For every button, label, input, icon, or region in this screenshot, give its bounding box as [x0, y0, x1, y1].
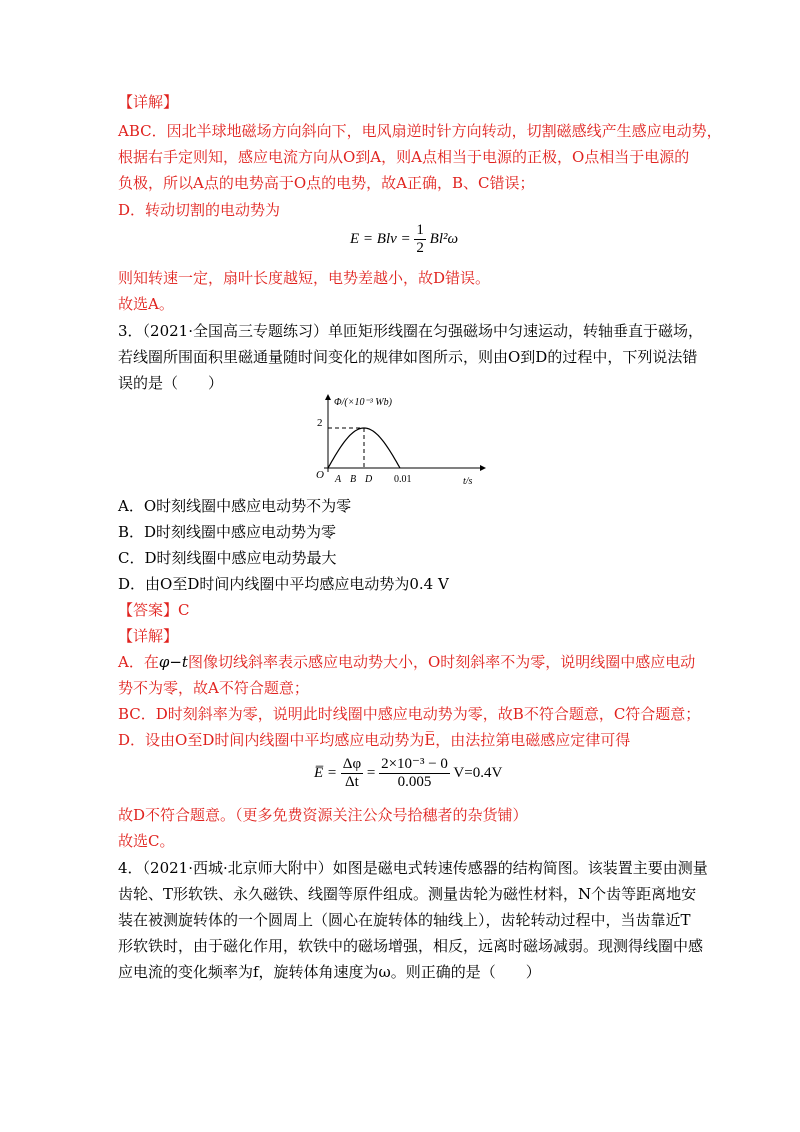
question-4-text: 形软铁时，由于磁化作用，软铁中的磁场增强，相反，远离时磁场减弱。现测得线圈中感 — [118, 937, 704, 955]
origin-label: O — [316, 469, 324, 481]
avg-num1: Δφ — [342, 756, 362, 772]
question-4-text: 装在被测旋转体的一个圆周上（圆心在旋转体的轴线上），齿轮转动过程中，当齿靠近T — [118, 911, 691, 929]
explanation-line: 则知转速一定，扇叶长度越短，电势差越小，故D错误。 — [118, 269, 491, 287]
phi-t-symbol: φ−t — [158, 653, 188, 671]
explanation-line: D．转动切割的电动势为 — [118, 201, 281, 219]
detail-a-rest: 图像切线斜率表示感应电动势大小，O时刻斜率不为零，说明线圈中感应电动 — [187, 653, 696, 671]
explanation-line: D．设由O至D时间内线圈中平均感应电动势为E̅，由法拉第电磁感应定律可得 — [118, 731, 631, 749]
avg-fraction-1 — [341, 756, 363, 791]
emf-left: E = Blv = — [350, 230, 411, 247]
explanation-line: 势不为零，故A不符合题意； — [118, 679, 309, 697]
x-tick-d: D — [365, 474, 373, 485]
x-axis-arrow — [480, 465, 486, 471]
explanation-header: 【详解】 — [118, 93, 179, 111]
option-b: B．D时刻线圈中感应电动势为零 — [118, 523, 337, 541]
avg-fraction-2 — [379, 756, 450, 791]
explanation-line: 故D不符合题意。（更多免费资源关注公众号拾穗者的杂货铺） — [118, 806, 528, 824]
x-tick-b: B — [350, 474, 357, 485]
avg-den1: Δt — [345, 774, 359, 790]
explanation-line: 故选C。 — [118, 832, 175, 850]
explanation-line: ABC．因北半球地磁场方向斜向下，电风扇逆时针方向转动，切割磁感线产生感应电动势， — [118, 122, 722, 140]
y-tick-label: 2 — [317, 417, 323, 429]
option-c: C．D时刻线圈中感应电动势最大 — [118, 549, 337, 567]
question-3-text: 3．（2021·全国高三专题练习）单匝矩形线圈在匀强磁场中匀速运动，转轴垂直于磁场， — [118, 322, 703, 340]
question-3-text: 误的是（ ） — [118, 374, 224, 392]
avg-eq: = — [366, 764, 376, 781]
detail-header: 【详解】 — [118, 627, 179, 645]
avg-den2: 0.005 — [397, 774, 432, 790]
detail-line-1 — [118, 652, 695, 672]
emf-den: 2 — [416, 240, 424, 256]
option-d: D．由O至D时间内线圈中平均感应电动势为0.4 V — [118, 575, 449, 593]
emf-fraction — [414, 222, 426, 257]
emf-right: Bl²ω — [429, 230, 459, 247]
question-3-text: 若线圈所围面积里磁通量随时间变化的规律如图所示，则由O到D的过程中，下列说法错 — [118, 348, 698, 366]
y-axis-label: Φ/(×10⁻³ Wb) — [334, 397, 392, 408]
explanation-line: BC．D时刻斜率为零，说明此时线圈中感应电动势为零，故B不符合题意，C符合题意； — [118, 705, 701, 723]
x-tick-001: 0.01 — [394, 474, 412, 485]
flux-curve — [328, 428, 400, 468]
question-4-text: 应电流的变化频率为f，旋转体角速度为ω。则正确的是（ ） — [118, 963, 541, 981]
explanation-line: 负极，所以A点的电势高于O点的电势，故A正确，B、C错误； — [118, 174, 535, 192]
option-a: A．O时刻线圈中感应电动势不为零 — [118, 497, 352, 515]
explanation-line: 根据右手定则知，感应电流方向从O到A，则A点相当于电源的正极，O点相当于电源的 — [118, 148, 690, 166]
average-emf-formula — [314, 756, 502, 791]
flux-time-graph — [310, 392, 495, 492]
answer-line: 【答案】C — [118, 601, 190, 619]
x-tick-a: A — [335, 474, 342, 485]
question-4-text: 齿轮、T形软铁、永久磁铁、线圈等原件组成。测量齿轮为磁性材料，N个齿等距离地安 — [118, 885, 697, 903]
y-axis-arrow — [325, 394, 331, 400]
avg-right: V=0.4V — [453, 764, 503, 781]
avg-num2: 2×10⁻³ − 0 — [381, 756, 448, 772]
explanation-line: 故选A。 — [118, 295, 174, 313]
emf-num: 1 — [416, 222, 424, 238]
avg-left: E̅ = — [314, 764, 338, 781]
x-axis-label: t/s — [463, 476, 473, 487]
emf-formula — [350, 222, 458, 257]
detail-a-prefix: A．在 — [118, 653, 159, 671]
question-4-text: 4．（2021·西城·北京师大附中）如图是磁电式转速传感器的结构简图。该装置主要由测量 — [118, 859, 708, 877]
